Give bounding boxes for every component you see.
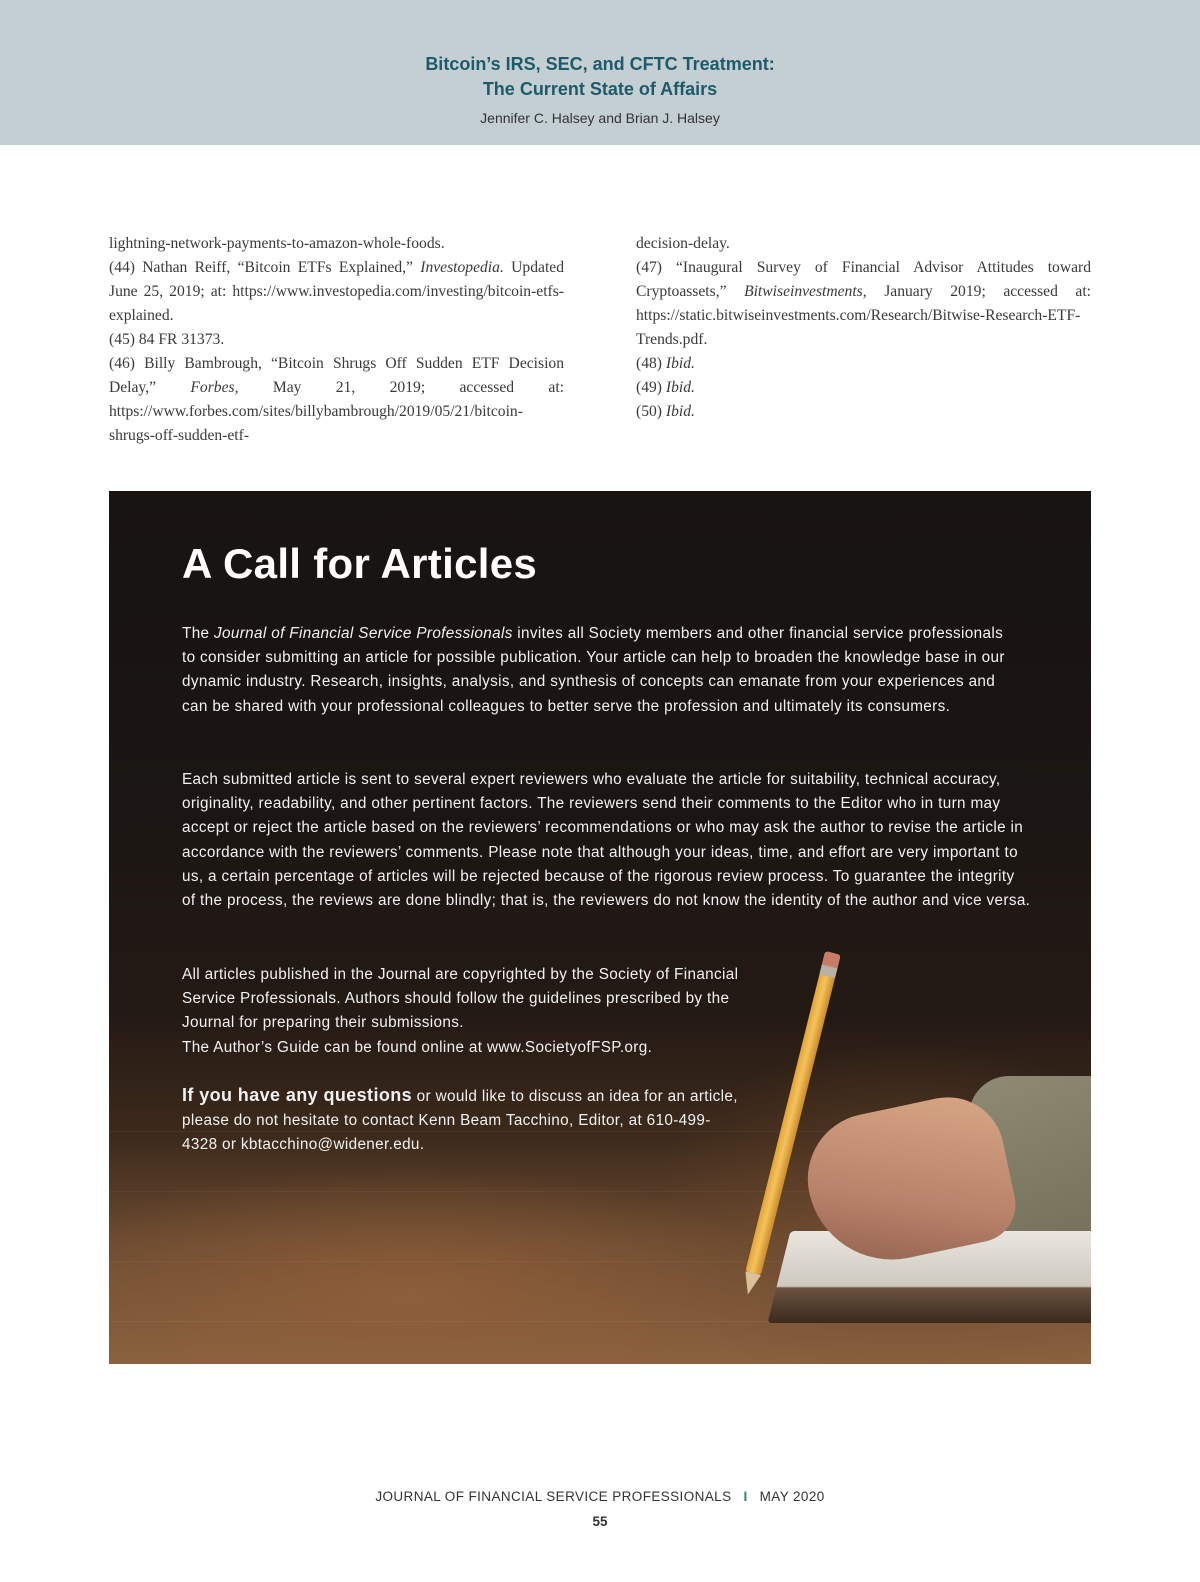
reference-46-details: May 21, 2019; accessed at: https://www.forbes.com/sites/billybambrough/2019/05/21/bitcoin-shrugs-off-sudden-etf- [109, 379, 564, 444]
reference-46-source: Forbes, [190, 379, 239, 396]
reference-44-details: Updated June 25, 2019; at: https://www.investopedia.com/investing/bitcoin-etfs-explained. [109, 259, 564, 324]
article-title-line-2: The Current State of Affairs [482, 79, 718, 99]
reference-50 [636, 400, 1091, 424]
reference-47-source: Bitwiseinvestments, [744, 283, 867, 300]
footer-issue-date: MAY 2020 [759, 1489, 825, 1504]
copyright-text: All articles published in the Journal are copyrighted by the Society of Financial Service Professionals. Authors should follow the guidelines prescribed by the Journal for preparing their submissions. [182, 966, 739, 1032]
reference-47-text: (47) “Inaugural Survey of Financial Advisor Attitudes toward Cryptoassets,” [636, 259, 1091, 300]
running-footer [0, 1488, 1200, 1506]
contact-paragraph [182, 1083, 742, 1158]
page-number: 55 [592, 1514, 608, 1529]
running-header [0, 0, 1200, 145]
references-left-column [109, 232, 564, 448]
pencil-tip [740, 1271, 761, 1296]
article-title-line-1: Bitcoin’s IRS, SEC, and CFTC Treatment: [425, 54, 775, 74]
intro-text-start: The [182, 625, 215, 642]
references-right-column [636, 232, 1091, 424]
reference-48-text: Ibid. [665, 355, 695, 372]
contact-lead-in: If you have any questions [182, 1085, 413, 1105]
footer-separator: I [743, 1489, 748, 1504]
reference-47-details: January 2019; accessed at: https://static.bitwiseinvestments.com/Research/Bitwise-Research-ETF-Trends.pdf. [636, 283, 1092, 348]
reference-49 [636, 376, 1091, 400]
reference-49-text: Ibid. [665, 379, 695, 396]
reference-43-continuation: lightning-network-payments-to-amazon-whole-foods. [109, 235, 445, 252]
reference-44-source: Investopedia. [420, 259, 504, 276]
reference-46 [109, 352, 564, 448]
copyright-paragraph [182, 963, 742, 1060]
article-authors: Jennifer C. Halsey and Brian J. Halsey [480, 110, 720, 126]
review-process-paragraph: Each submitted article is sent to several expert reviewers who evaluate the article for suitability, technical accuracy, originality, readability, and other pertinent factors. The reviewers send their comments to the Editor who in turn may accept or reject the article based on the reviewers’ recommendations or who may ask the author to revise the article in accordance with the reviewers’ comments. Please note that although your ideas, time, and effort are very important to us, a certain percentage of articles will be rejected because of the rigorous review process. To guarantee the integrity of the process, the reviews are done blindly; that is, the reviewers do not know the identity of the author and vice versa. [182, 771, 1031, 910]
call-for-articles-title: A Call for Articles [182, 540, 538, 587]
footer-journal-name: JOURNAL OF FINANCIAL SERVICE PROFESSIONALS [375, 1489, 732, 1504]
reference-48 [636, 352, 1091, 376]
reference-49-number: (49) [636, 379, 666, 396]
call-for-articles-intro [182, 622, 1012, 719]
reference-46-text: (46) Billy Bambrough, “Bitcoin Shrugs Off Sudden ETF Decision Delay,” [109, 355, 564, 396]
reference-46-continuation: decision-delay. [636, 235, 730, 252]
intro-text-rest: invites all Society members and other financial service professionals to consider submitting an article for possible publication. Your article can help to broaden the knowledge base in our dynamic industry. Research, insights, analysis, and synthesis of concepts can emanate from your experiences and can be shared with your professional colleagues to better serve the profession and ultimately its consumers. [182, 625, 1005, 715]
reference-44-text: (44) Nathan Reiff, “Bitcoin ETFs Explained,” [109, 259, 421, 276]
reference-44 [109, 256, 564, 328]
reference-50-text: Ibid. [665, 403, 695, 420]
reference-45: (45) 84 FR 31373. [109, 331, 225, 348]
call-for-articles-panel [109, 491, 1091, 1364]
contact-text: or would like to discuss an idea for an article, please do not hesitate to contact Kenn Beam Tacchino, Editor, at 610-499-4328 or kbtacchino@widener.edu. [182, 1088, 738, 1154]
reference-50-number: (50) [636, 403, 666, 420]
journal-name: Journal of Financial Service Professionals [214, 625, 513, 642]
reference-48-number: (48) [636, 355, 666, 372]
authors-guide-text: The Author’s Guide can be found online at www.SocietyofFSP.org. [182, 1038, 653, 1056]
reference-47 [636, 256, 1091, 352]
